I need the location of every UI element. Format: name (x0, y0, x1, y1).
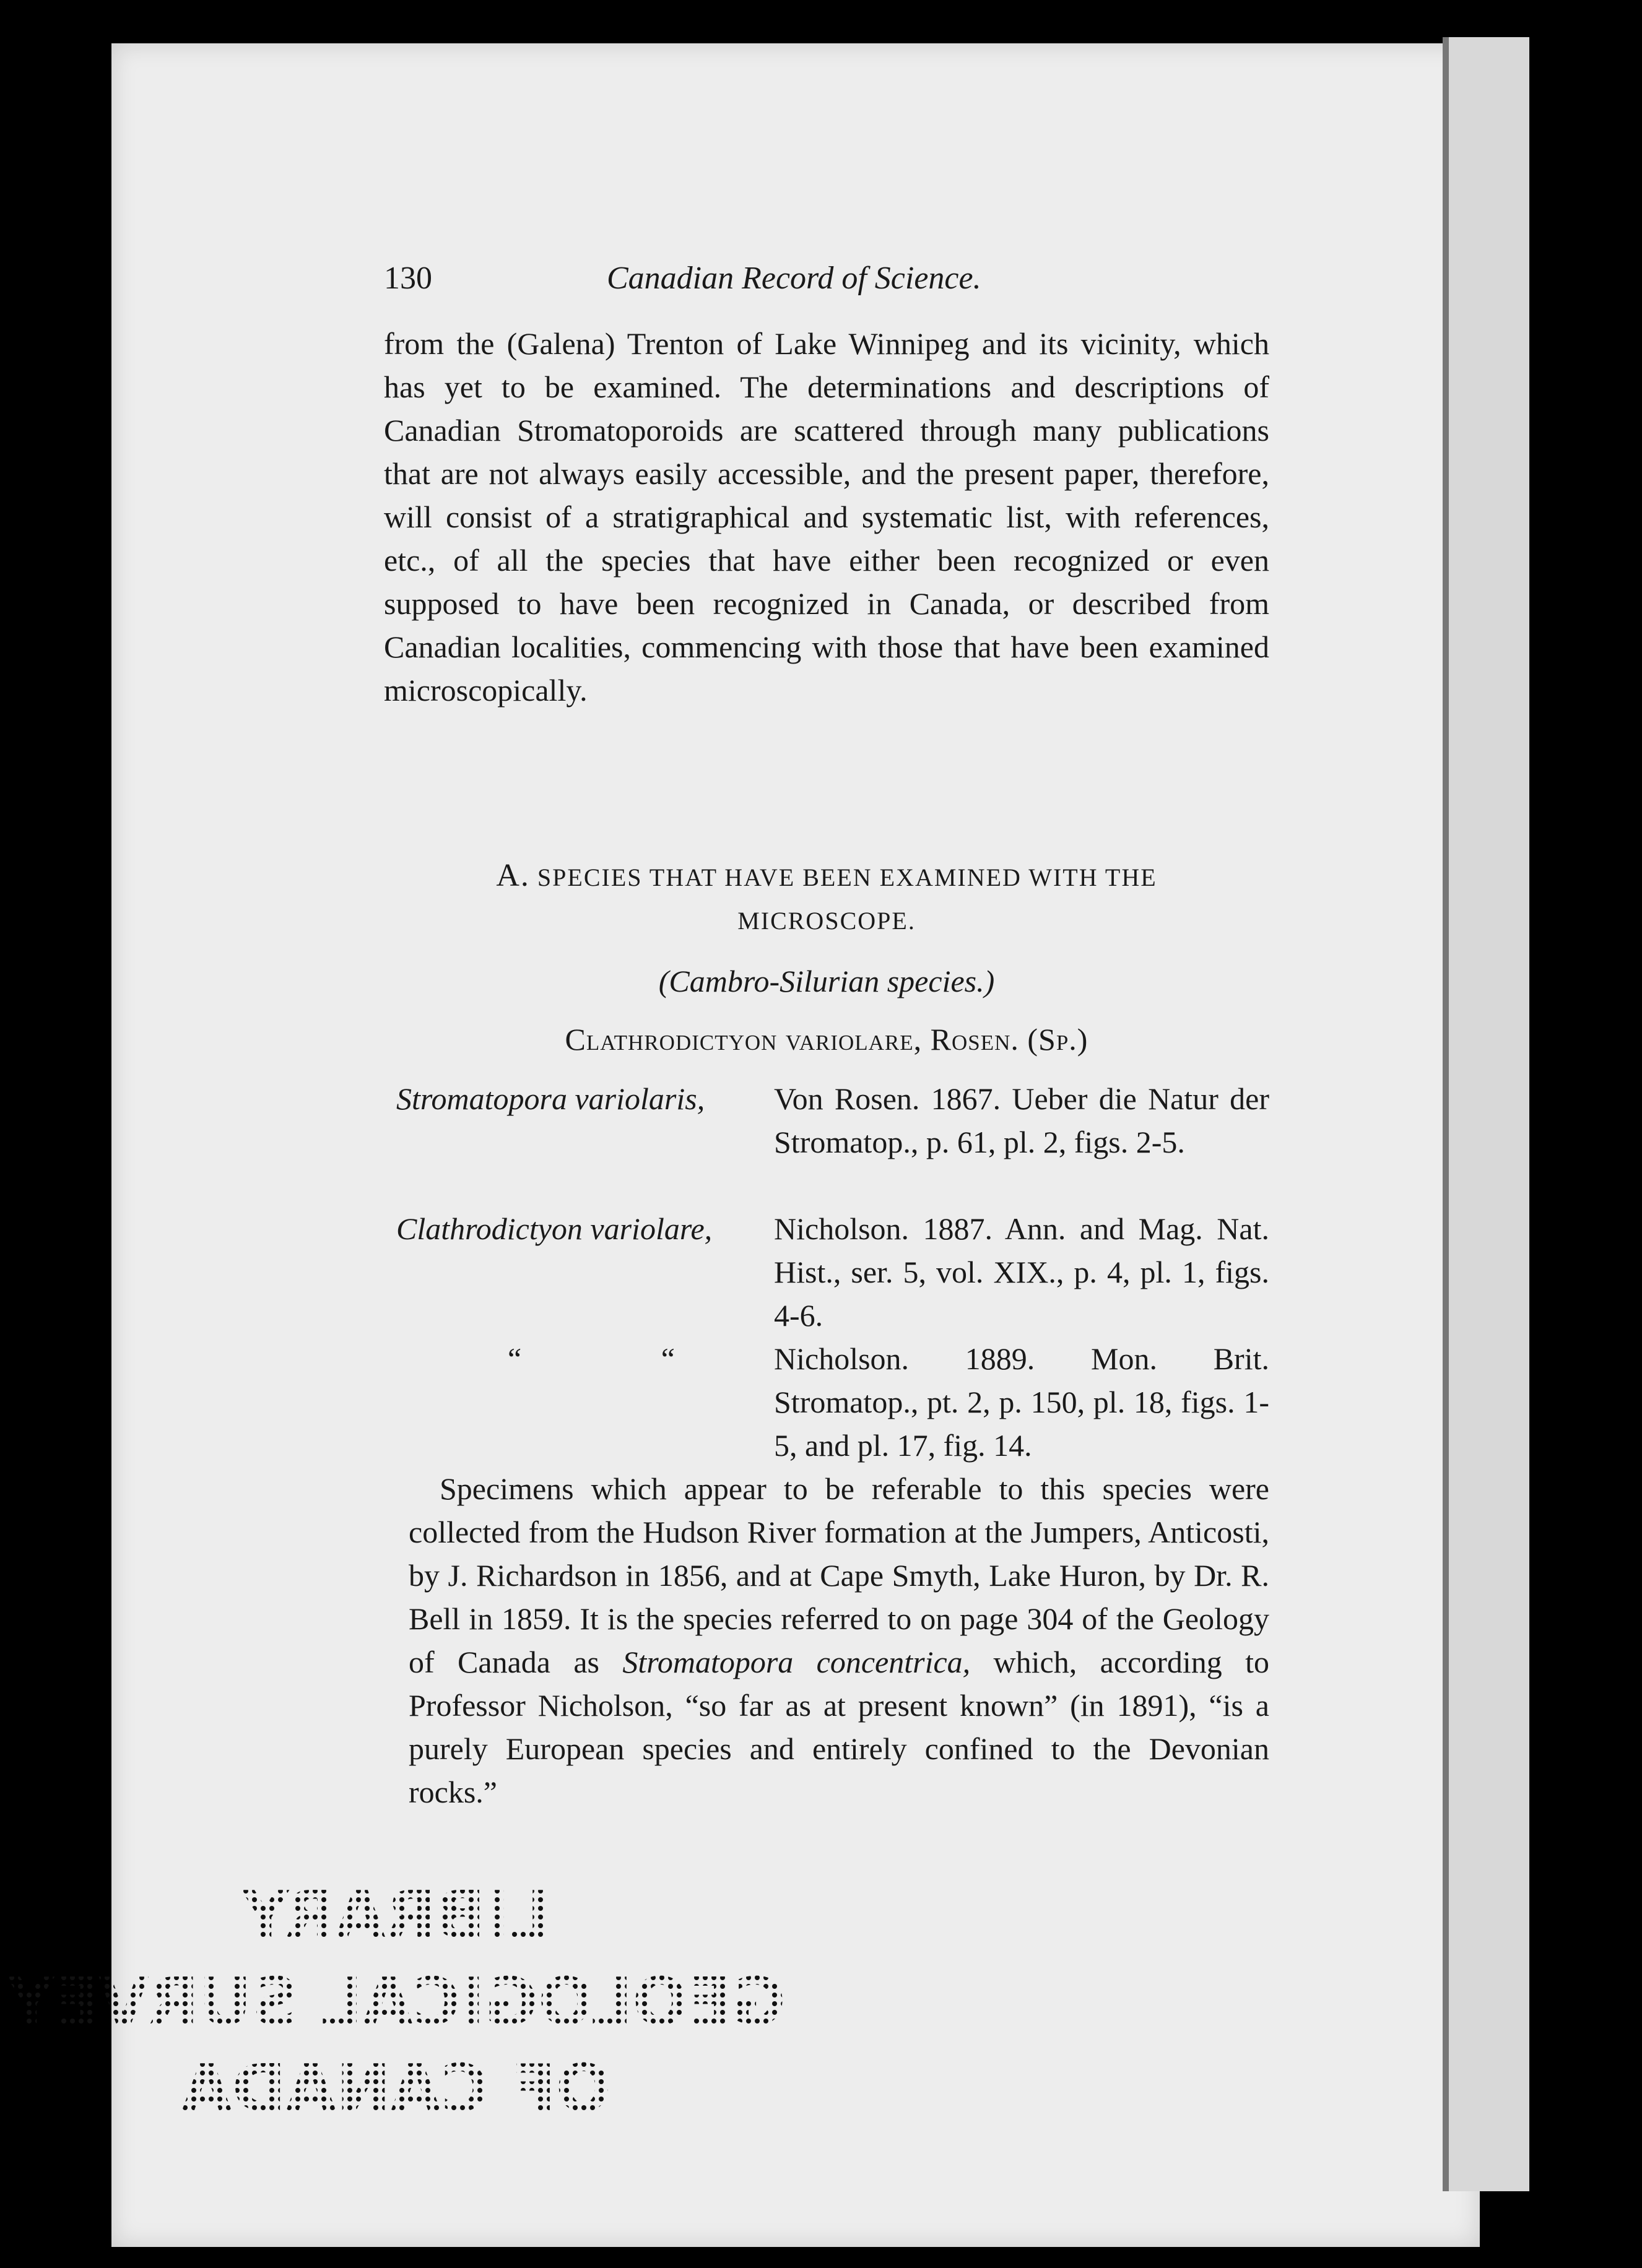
section-heading (384, 854, 1269, 943)
page-number: 130 (384, 261, 432, 296)
species-heading: Clathrodictyon variolare, Rosen. (Sp.) (565, 1022, 1088, 1057)
body-text-part: Specimens which appear to be referable to this species were collected from the Hudson River formation at the Jumpers, Anticosti, by J. Richardson in 1856, and at Cape Smyth, Lake Huron, by Dr. R. Bell in 1859. It is the species referred to on page 304 of the Geology of Canada as (409, 1471, 1269, 1679)
synonym-reference: Nicholson. 1887. Ann. and Mag. Nat. Hist., ser. 5, vol. XIX., p. 4, pl. 1, figs. 4-6. (774, 1211, 1269, 1333)
adjacent-page-edge (1443, 37, 1529, 2191)
synonymy-entry (396, 1077, 1269, 1207)
subsection-heading: (Cambro-Silurian species.) (658, 964, 995, 998)
section-title-line2: MICROSCOPE. (737, 907, 916, 935)
perforated-library-stamp (7, 1869, 786, 2129)
body-paragraph (409, 1467, 1269, 1814)
intro-paragraph: from the (Galena) Trenton of Lake Winnipeg and its vicinity, which has yet to be examined. The determinations and descriptions of Canadian Stromatoporoids are scattered through many publications that are not always easily accessible, and the present paper, therefore, will consist of a stratigraphical and systematic list, with references, etc., of all the species that have either been recognized or even supposed to have been recognized in Canada, or described from Canadian localities, commencing with those that have been examined microscopically. (384, 326, 1269, 708)
synonym-reference: Von Rosen. 1867. Ueber die Natur der Stromatop., p. 61, pl. 2, figs. 2-5. (774, 1081, 1269, 1159)
synonym-name: Clathrodictyon variolare, (396, 1211, 713, 1246)
synonymy-entry (396, 1337, 1269, 1467)
stamp-line: LIBRARY (241, 1877, 551, 1953)
italic-species-name: Stromatopora concentrica, (622, 1645, 971, 1679)
synonymy-entry (396, 1207, 1269, 1337)
synonym-reference: Nicholson. 1889. Mon. Brit. Stromatop., pt. 2, p. 150, pl. 18, figs. 1-5, and pl. 17, fig. 14. (774, 1341, 1269, 1463)
stamp-line: OF CANADA (181, 2051, 611, 2126)
stamp-line: GEOLOGICAL SURVEY (7, 1964, 786, 2040)
section-title-line1: SPECIES THAT HAVE BEEN EXAMINED WITH THE (537, 863, 1157, 891)
synonym-name: Stromatopora variolaris, (396, 1081, 705, 1116)
section-letter: A. (496, 858, 530, 893)
ditto-marks (508, 1337, 675, 1380)
intro-text (384, 322, 1269, 712)
body-text-part: which, according to Professor Nicholson, “so far as at present known” (in 1891), “is a purely European species and entirely confined to the Devonian rocks.” (409, 1645, 1270, 1809)
running-title: Canadian Record of Science. (607, 261, 981, 296)
ditto-mark: “ (661, 1341, 675, 1376)
body-text (409, 1467, 1269, 1814)
ditto-mark: “ (508, 1341, 522, 1376)
